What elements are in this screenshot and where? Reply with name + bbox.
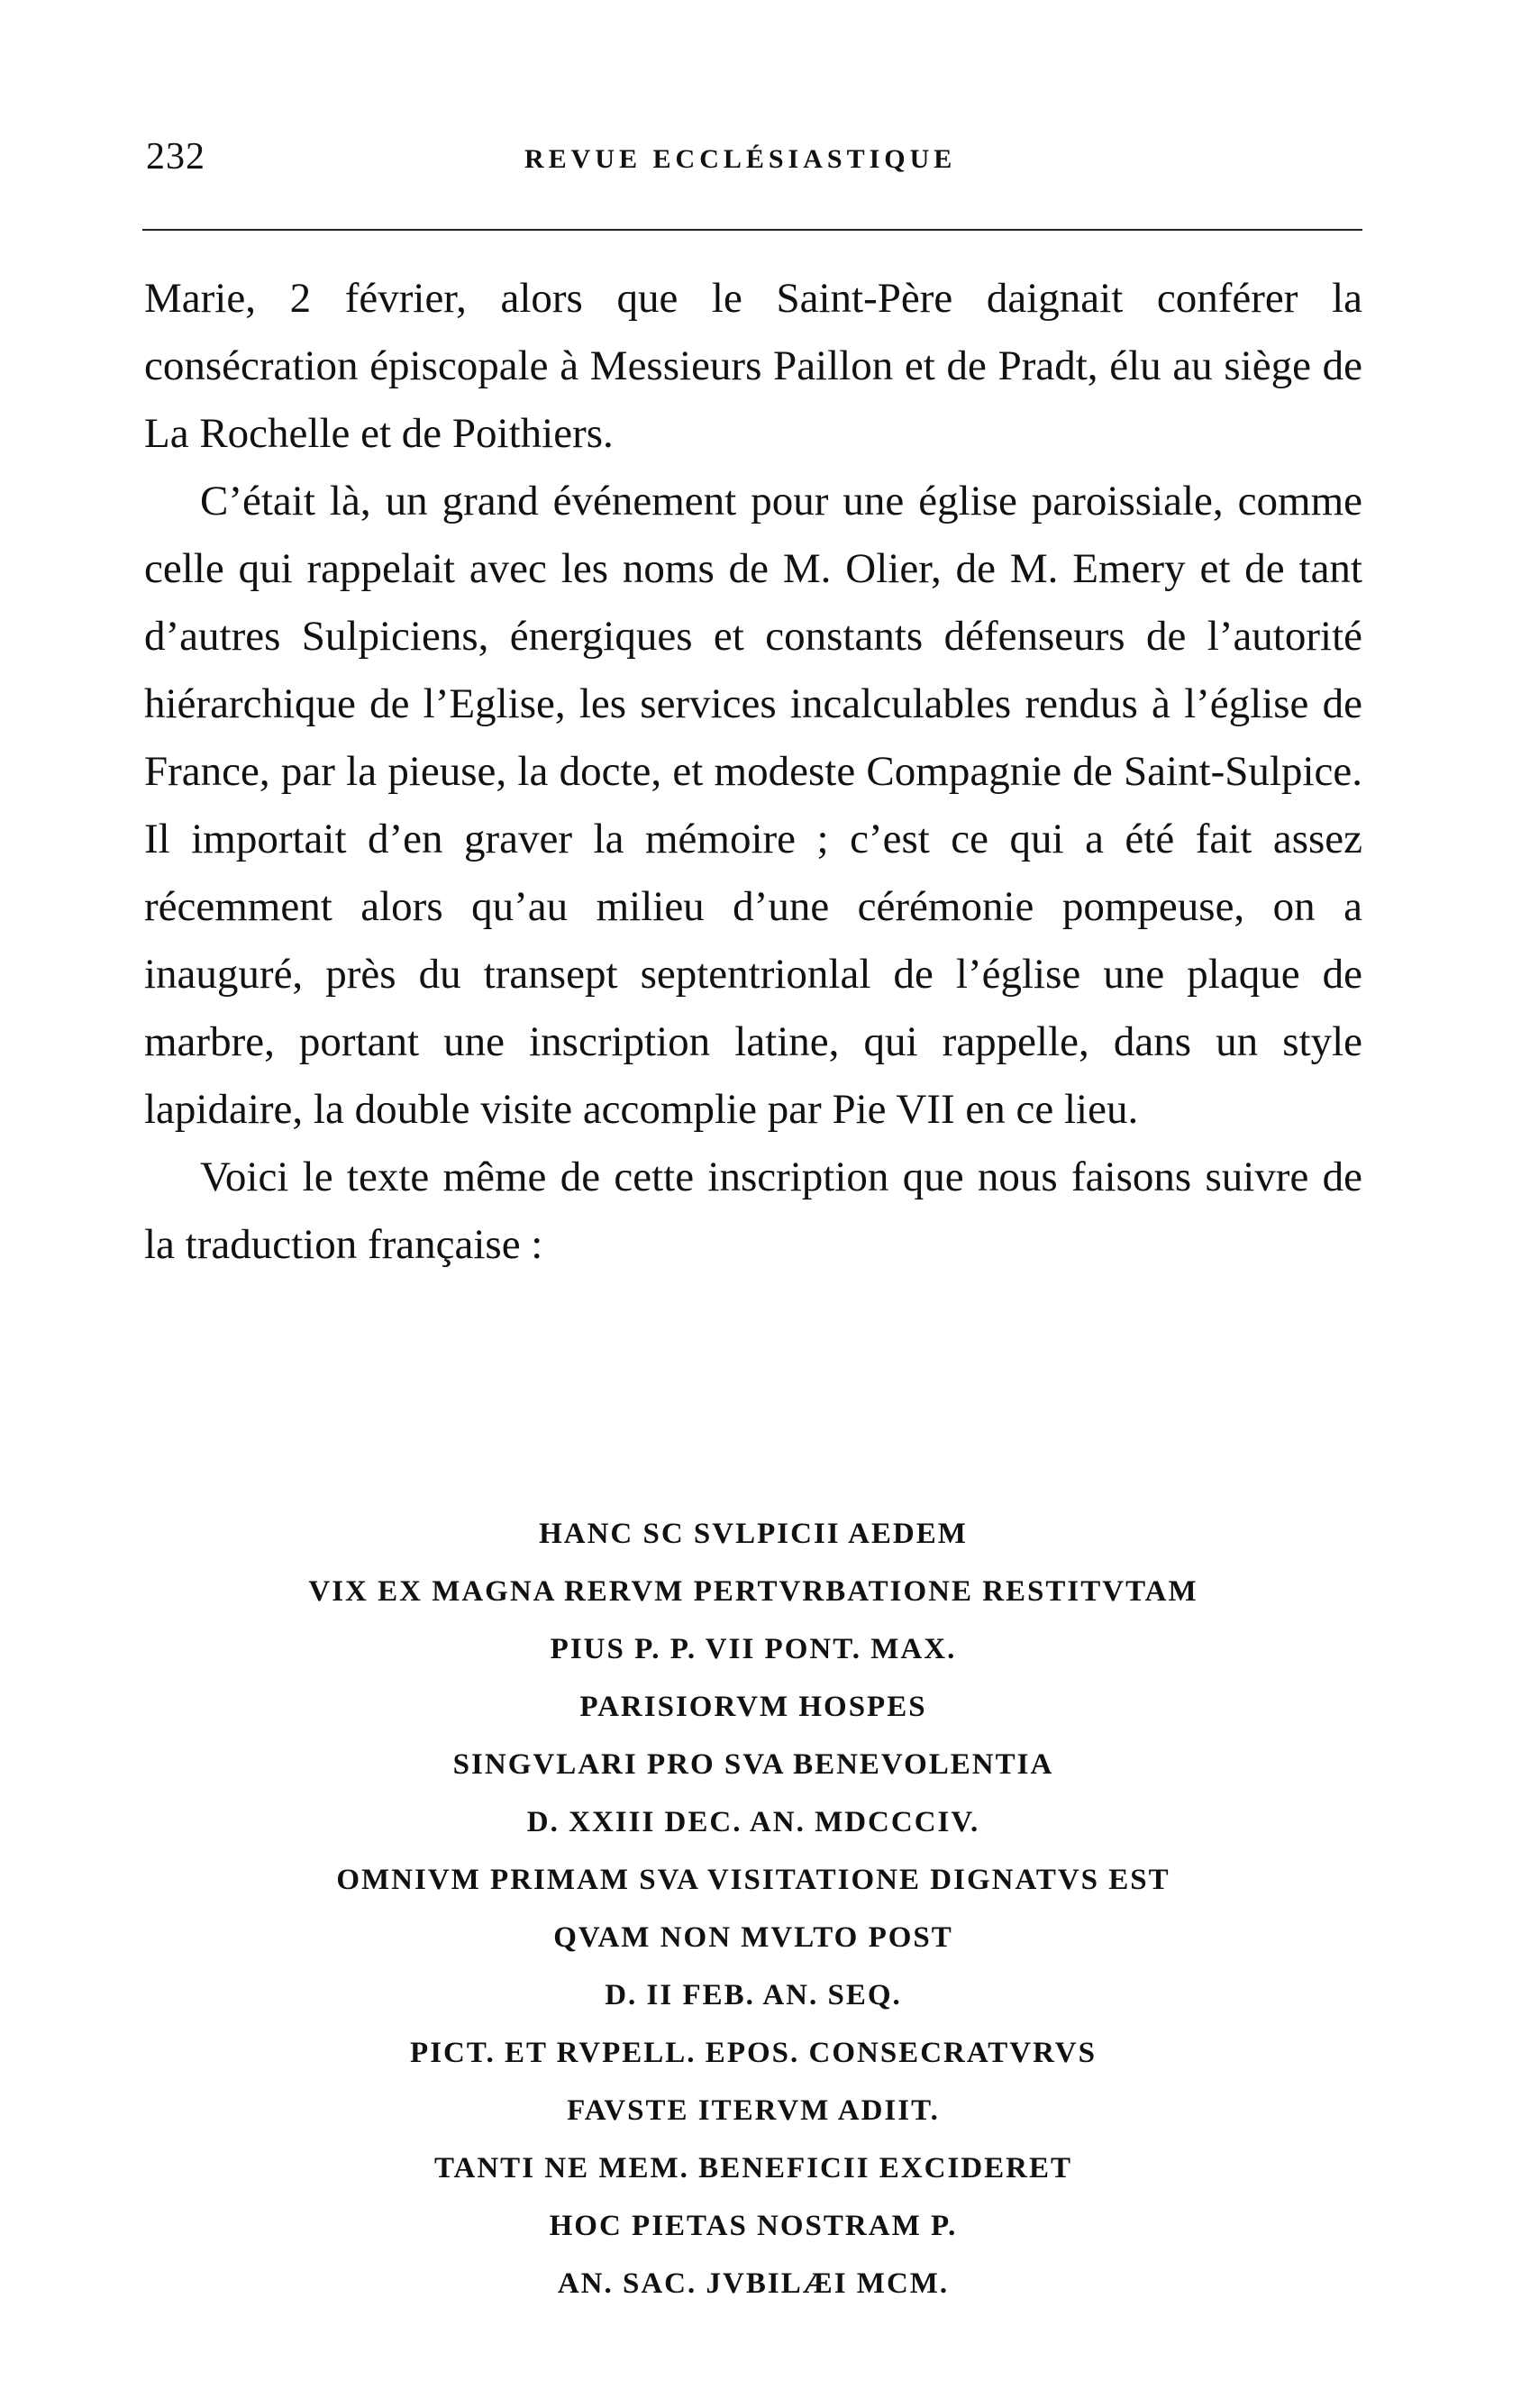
- inscription-line: PIUS P. P. VII PONT. MAX.: [550, 1633, 957, 1665]
- body-text: [144, 265, 1362, 1279]
- inscription-line: HOC PIETAS NOSTRAM P.: [549, 2210, 958, 2242]
- running-title: REVUE ECCLÉSIASTIQUE: [524, 144, 957, 174]
- paragraph-continuation: Marie, 2 février, alors que le Saint-Père daignait conférer la consécration épiscopale à Messieurs Paillon et de Pradt, élu au siège de La Rochelle et de Poithiers.: [144, 275, 1362, 457]
- inscription-line: TANTI NE MEM. BENEFICII EXCIDERET: [433, 2152, 1073, 2185]
- paragraph-event: C’était là, un grand événement pour une église paroissiale, comme celle qui rappelait avec les noms de M. Olier, de M. Emery et de tant d’autres Sulpiciens, énergiques et constants défenseurs de l’autorité hiérarchique de l’Eglise, les services incalculables rendus à l’église de France, par la pieuse, la docte, et modeste Compagnie de Saint-Sulpice. Il importait d’en graver la mémoire ; c’est ce qui a été fait assez récemment alors qu’au milieu d’une cérémonie pompeuse, on a inauguré, près du transept septentrionlal de l’église une plaque de marbre, portant une inscription latine, qui rappelle, dans un style lapidaire, la double visite accomplie par Pie VII en ce lieu.: [144, 478, 1362, 1133]
- page-header: [146, 135, 1362, 189]
- inscription-line: QVAM NON MVLTO POST: [553, 1921, 953, 1954]
- inscription-line: VIX EX MAGNA RERVM PERTVRBATIONE RESTITVTAM: [308, 1575, 1198, 1608]
- inscription-line: AN. SAC. JVBILÆI MCM.: [557, 2267, 950, 2300]
- inscription-line: PARISIORVM HOSPES: [579, 1691, 927, 1723]
- paragraph-inscription-intro: Voici le texte même de cette inscription que nous faisons suivre de la traduction française :: [144, 1154, 1362, 1268]
- page-number: 232: [146, 136, 205, 178]
- inscription-line: D. XXIII DEC. AN. MDCCCIV.: [526, 1806, 980, 1838]
- inscription-line: OMNIVM PRIMAM SVA VISITATIONE DIGNATVS EST: [336, 1864, 1170, 1896]
- header-rule: [142, 229, 1362, 231]
- latin-inscription: [144, 1505, 1362, 2312]
- inscription-line: D. II FEB. AN. SEQ.: [605, 1979, 902, 2011]
- inscription-line: HANC SC SVLPICII AEDEM: [539, 1518, 968, 1550]
- inscription-line: SINGVLARI PRO SVA BENEVOLENTIA: [452, 1748, 1054, 1781]
- inscription-line: PICT. ET RVPELL. EPOS. CONSECRATVRVS: [410, 2037, 1097, 2069]
- inscription-line: FAVSTE ITERVM ADIIT.: [567, 2094, 940, 2127]
